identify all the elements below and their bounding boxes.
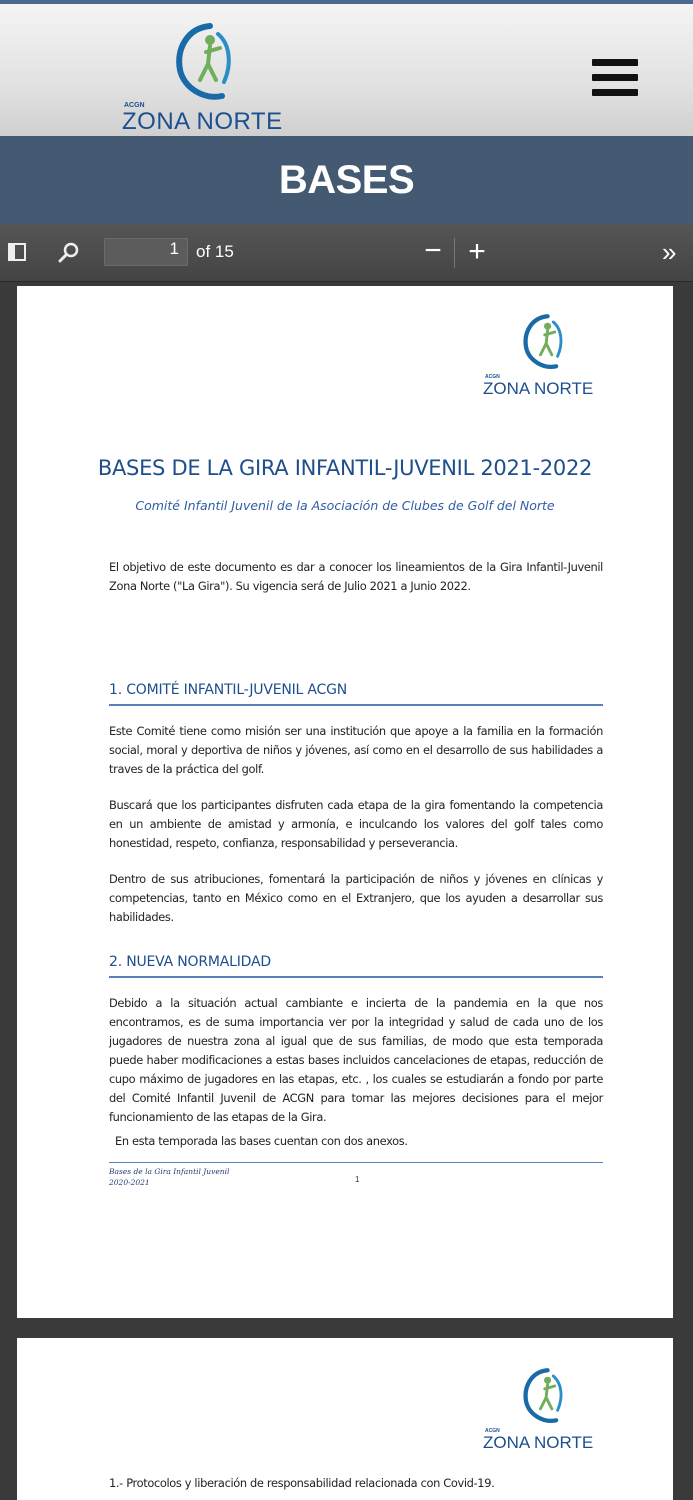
golfer-logo-icon (519, 1362, 569, 1430)
logo-acgn-text: ACGN (485, 374, 500, 380)
pdf-page-1 (17, 286, 673, 1318)
section-2-heading: 2. NUEVA NORMALIDAD (109, 954, 603, 978)
section-1-paragraph-2: Buscará que los participantes disfruten cada etapa de la gira fomentando la competencia en un ambiente de amistad y armonía, e inculcando los valores del golf tales como honestidad, respeto, confianza, responsabilidad y perseverancia. (109, 798, 603, 850)
section-1-heading: 1. COMITÉ INFANTIL-JUVENIL ACGN (109, 682, 603, 706)
annex-line-1: 1.- Protocolos y liberación de responsabilidad relacionada con Covid-19. (109, 1476, 495, 1490)
page-footer (109, 1166, 229, 1188)
acgn-zona-norte-logo[interactable] (118, 20, 308, 138)
section-2-paragraph-1: Debido a la situación actual cambiante e incierta de la pandemia en la que nos encontramos, es de suma importancia ver por la integridad y salud de cada uno de los jugadores de nuestra zona al igual que de sus familias, de modo que esta temporada puede haber modificaciones a estas bases incluidos cancelaciones de etapas, reducción de cupo máximo de jugadores en las etapas, etc. , los cuales se estudiarán a fondo por parte del Comité Infantil Juvenil de ACGN para tomar las mejores decisiones para el mejor funcionamiento de las etapas de la Gira. (109, 996, 603, 1124)
section-1-paragraph-3: Dentro de sus atribuciones, fomentará la participación de niños y jóvenes en clínicas y competencias, tanto en México como en el Extranjero, que los ayuden a desarrollar sus habilidades. (109, 872, 603, 924)
page-title-band (0, 136, 693, 224)
footer-line-1: Bases de la Gira Infantil Juvenil (109, 1167, 230, 1176)
section-2-paragraph-2: En esta temporada las bases cuentan con dos anexos. (115, 1134, 408, 1148)
pdf-toolbar (0, 224, 693, 282)
footer-rule (109, 1162, 603, 1163)
golfer-logo-icon (170, 20, 240, 104)
logo-zona-norte-text: ZONA NORTE (122, 108, 283, 135)
hamburger-menu-icon[interactable] (592, 59, 638, 97)
logo-zona-norte-text: ZONA NORTE (483, 379, 594, 398)
document-title: BASES DE LA GIRA INFANTIL-JUVENIL 2021-2022 (97, 456, 593, 480)
logo-acgn-text: ACGN (124, 102, 145, 109)
search-icon[interactable] (56, 240, 82, 266)
pdf-page-2 (17, 1338, 673, 1500)
page-count-label: of 15 (196, 242, 234, 261)
zoom-in-button[interactable]: + (468, 235, 486, 268)
page-number-input[interactable]: 1 (104, 238, 188, 266)
footer-page-number: 1 (355, 1175, 360, 1184)
site-header (0, 0, 693, 136)
logo-acgn-text: ACGN (485, 1428, 500, 1434)
zoom-separator (454, 238, 455, 268)
more-tools-button[interactable]: » (662, 237, 677, 267)
intro-paragraph: El objetivo de este documento es dar a conocer los lineamientos de la Gira Infantil-Juvenil Zona Norte ("La Gira"). Su vigencia será de Julio 2021 a Junio 2022. (109, 560, 603, 593)
page-logo (481, 1362, 613, 1462)
logo-zona-norte-text: ZONA NORTE (483, 1433, 594, 1452)
document-subtitle: Comité Infantil Juvenil de la Asociación de Clubes de Golf del Norte (135, 498, 555, 513)
page-title: BASES (278, 157, 415, 202)
footer-line-2: 2020-2021 (109, 1178, 150, 1187)
sidebar-toggle-icon[interactable] (6, 240, 32, 266)
page-logo (481, 308, 613, 408)
zoom-out-button[interactable]: − (424, 234, 442, 267)
golfer-logo-icon (519, 308, 569, 376)
section-1-paragraph-1: Este Comité tiene como misión ser una institución que apoye a la familia en la formación social, moral y deportiva de niños y jóvenes, así como en el desarrollo de sus habilidades a traves de la práctica del golf. (109, 724, 603, 776)
